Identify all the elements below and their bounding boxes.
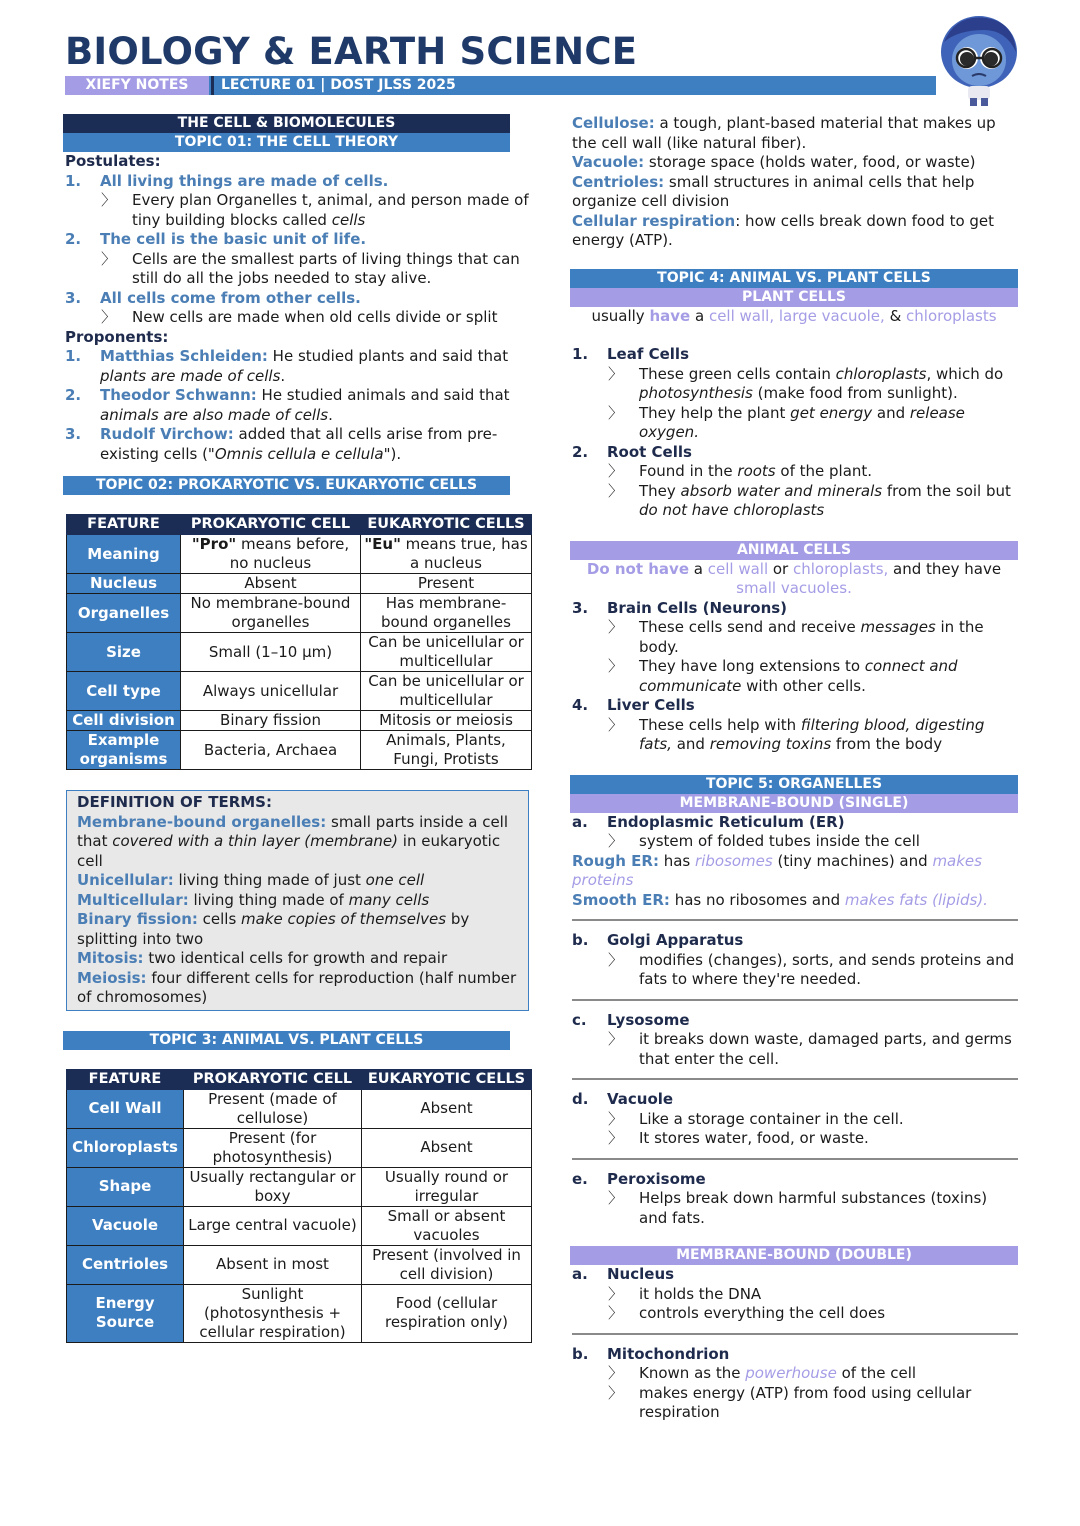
definition-item: Mitosis: two identical cells for growth and repair [77,949,448,967]
table-row: Energy Source Sunlight (photosynthesis + cellular respiration) Food (cellular respiration only) [67,1284,532,1342]
animal-intro: Do not have a cell wall or chloroplasts, and they have small vacuoles. [586,559,1002,597]
list-item: 〉 It stores water, food, or waste. [608,1129,869,1147]
list-item: 〉 it holds the DNA [608,1284,762,1303]
divider [572,999,1018,1001]
list-item: 2. The cell is the basic unit of life. [65,230,367,248]
postulates-list [65,172,533,328]
list-item: 3. Brain Cells (Neurons) [572,598,788,617]
term-item: Cellular respiration: how cells break down food to get energy (ATP). [572,211,995,249]
smooth-er: Smooth ER: has no ribosomes and makes fats (lipids). [572,890,988,909]
divider [572,1158,1018,1160]
plant-intro: usually have a cell wall, large vacuole, & chloroplasts [591,306,997,325]
lecture-label: LECTURE 01 | DOST JLSS 2025 [221,77,456,93]
table-row: Centrioles Absent in most Present (involved in cell division) [67,1245,532,1284]
rough-er: Rough ER: has ribosomes (tiny machines) and makes proteins [572,851,982,889]
animal-plant-table [66,1069,532,1343]
list-item: c. Lysosome [572,1010,690,1029]
list-item: 1. Matthias Schleiden: He studied plants and said that plants are made of cells. [65,347,509,385]
divider [572,919,1018,921]
list-item: 〉 controls everything the cell does [608,1304,886,1322]
proponents-label: Proponents: [65,327,169,346]
list-item: 〉 They absorb water and minerals from the soil but do not have chloroplasts [608,481,1011,519]
table-header: EUKARYOTIC CELLS [361,515,532,535]
term-item: Centrioles: small structures in animal cells that help organize cell division [572,172,975,210]
table-row: Organelles No membrane-bound organelles Has membrane-bound organelles [67,594,532,633]
subtopic-header: MEMBRANE-BOUND (SINGLE) [570,794,1018,813]
list-item: a. Endoplasmic Reticulum (ER) [572,812,845,831]
prokaryotic-eukaryotic-table [66,514,532,770]
list-item: 〉 Found in the roots of the plant. [608,462,873,480]
divider [572,1078,1018,1080]
list-item: 〉 These cells send and receive messages in the body. [608,618,984,656]
list-item: b. Mitochondrion [572,1344,730,1363]
notes-label: XIEFY NOTES [65,76,209,95]
table-row: Shape Usually rectangular or boxy Usually round or irregular [67,1167,532,1206]
list-item: 〉 Every plan Organelles t, animal, and person made of tiny building blocks called cells [101,191,529,229]
postulates-label: Postulates: [65,152,161,170]
list-item: 〉 Like a storage container in the cell. [608,1109,904,1128]
term-item: Cellulose: a tough, plant-based material that makes up the cell wall (like natural fiber). [572,114,996,152]
list-item: 2. Root Cells [572,442,692,461]
topic-header: TOPIC 5: ORGANELLES [570,775,1018,794]
table-row: Chloroplasts Present (for photosynthesis) Absent [67,1128,532,1167]
list-item: 〉 These green cells contain chloroplasts, which do photosynthesis (make food from sunlight). [608,364,1004,402]
subtopic-header: ANIMAL CELLS [570,541,1018,560]
list-item: 〉 modifies (changes), sorts, and sends proteins and fats to where they're needed. [608,950,1015,988]
definition-item: Meiosis: four different cells for reproduction (half number of chromosomes) [77,968,517,1006]
list-item: 2. Theodor Schwann: He studied animals and said that animals are also made of cells. [65,386,510,424]
definition-item: Binary fission: cells make copies of themselves by splitting into two [77,910,470,948]
list-item: 〉 Cells are the smallest parts of living things that can still do all the jobs needed to stay alive. [101,249,520,287]
subtopic-header: PLANT CELLS [570,288,1018,307]
list-item: 〉 it breaks down waste, damaged parts, and germs that enter the cell. [608,1030,1012,1068]
subtitle-bar [65,76,936,95]
table-header: PROKARYOTIC CELL [184,1069,362,1089]
table-header: PROKARYOTIC CELL [181,515,361,535]
left-column [63,114,533,1343]
list-item: 〉 system of folded tubes inside the cell [608,832,920,850]
list-item: 1. Leaf Cells [572,345,689,363]
divider [572,1333,1018,1335]
list-item: 〉 Helps break down harmful substances (toxins) and fats. [608,1189,988,1227]
term-item: Vacuole: storage space (holds water, food, or waste) [572,153,976,171]
list-item: 3. All cells come from other cells. [65,288,361,307]
list-item: 〉 These cells help with filtering blood, digesting fats, and removing toxins from the body [608,715,985,753]
table-header: FEATURE [67,1069,184,1089]
list-item: 〉 Known as the powerhouse of the cell [608,1364,917,1382]
table-row: Meaning "Pro" means before, no nucleus "Eu" means true, has a nucleus [67,535,532,574]
list-item: 〉 New cells are made when old cells divide or split [101,308,498,326]
topic-header: TOPIC 01: THE CELL THEORY [63,133,510,152]
mascot-icon [936,12,1022,108]
list-item: a. Nucleus [572,1265,675,1283]
definitions-box [66,790,529,1011]
table-header: EUKARYOTIC CELLS [362,1069,532,1089]
table-row: Cell Wall Present (made of cellulose) Absent [67,1089,532,1128]
list-item: 〉 They have long extensions to connect and communicate with other cells. [608,657,958,695]
list-item: 4. Liver Cells [572,696,695,714]
list-item: 〉 makes energy (ATP) from food using cellular respiration [608,1383,972,1421]
table-row: Vacuole Large central vacuole) Small or absent vacuoles [67,1206,532,1245]
topic-header: TOPIC 3: ANIMAL VS. PLANT CELLS [63,1031,510,1050]
table-row: Nucleus Absent Present [67,574,532,594]
proponents-list [65,347,533,464]
list-item: 1. All living things are made of cells. [65,171,389,190]
table-header: FEATURE [67,515,181,535]
list-item: 〉 They help the plant get energy and release oxygen. [608,403,965,441]
definition-item: Unicellular: living thing made of just one cell [77,871,425,889]
table-row: Cell type Always unicellular Can be unicellular or multicellular [67,672,532,711]
topic-header: TOPIC 02: PROKARYOTIC VS. EUKARYOTIC CELLS [63,476,510,495]
section-header: THE CELL & BIOMOLECULES [63,114,510,133]
list-item: b. Golgi Apparatus [572,931,744,949]
divider [211,76,214,95]
topic-header: TOPIC 4: ANIMAL VS. PLANT CELLS [570,269,1018,288]
list-item: 3. Rudolf Virchow: added that all cells arise from pre-existing cells ("Omnis cellula e cellula"). [65,425,498,463]
table-row: Size Small (1–10 μm) Can be unicellular or multicellular [67,633,532,672]
definition-item: Membrane-bound organelles: small parts inside a cell that covered with a thin layer (membrane) in eukaryotic cell [77,812,509,870]
definition-item: Multicellular: living thing made of many cells [77,890,430,909]
right-column [570,114,1020,1423]
list-item: d. Vacuole [572,1090,674,1108]
definitions-label: DEFINITION OF TERMS: [77,793,272,811]
table-row: Cell division Binary fission Mitosis or meiosis [67,711,532,731]
list-item: e. Peroxisome [572,1169,706,1188]
table-row: Example organisms Bacteria, Archaea Animals, Plants, Fungi, Protists [67,731,532,770]
subtopic-header: MEMBRANE-BOUND (DOUBLE) [570,1246,1018,1265]
page-title: BIOLOGY & EARTH SCIENCE [65,30,638,73]
